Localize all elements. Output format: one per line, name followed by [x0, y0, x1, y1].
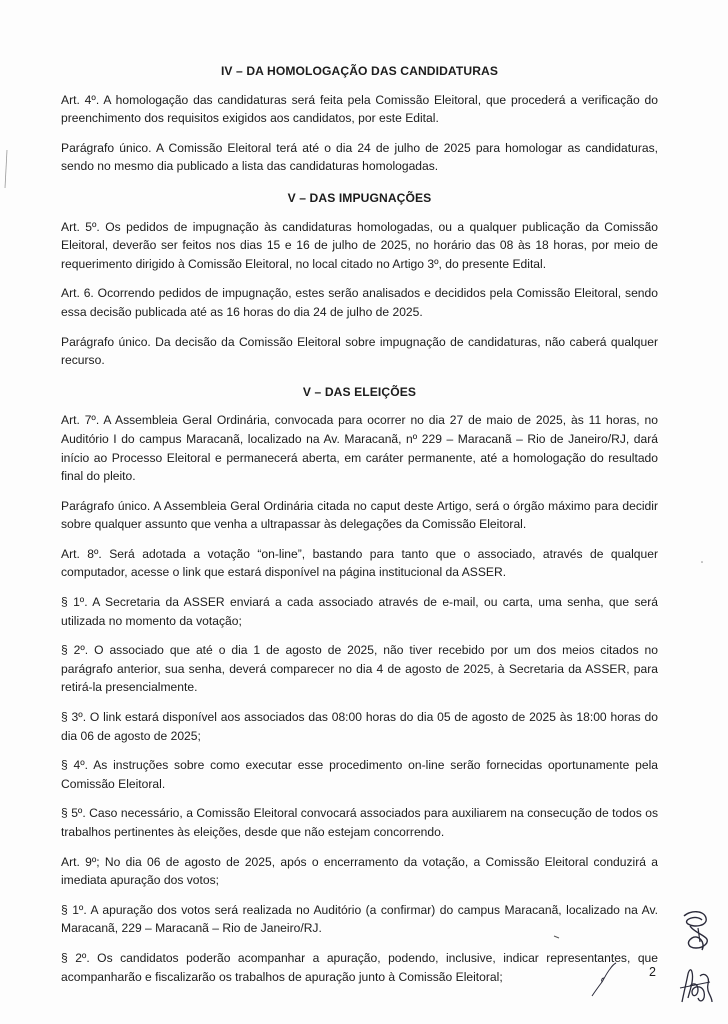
scan-edge-line	[4, 150, 10, 190]
document-body	[61, 62, 658, 997]
paragraph-unico-impugnacoes: Parágrafo único. Da decisão da Comissão Eleitoral sobre impugnação de candidaturas, não caberá qualquer recurso.	[61, 334, 658, 368]
ink-dot	[700, 560, 704, 564]
paragraph-art-8-par-2: § 2º. O associado que até o dia 1 de agosto de 2025, não tiver recebido por um dos meios citados no parágrafo anterior, sua senha, deverá comparecer no dia 4 de agosto de 2025, à Secretaria da ASSER, para retirá-la presencialmente.	[61, 643, 658, 695]
paragraph-art-5: Art. 5º. Os pedidos de impugnação às candidaturas homologadas, ou a qualquer publicação da Comissão Eleitoral, deverão ser feitos nos dias 15 e 16 de julho de 2025, no horário das 08 às 18 horas, por meio de requerimento dirigido à Comissão Eleitoral, no local citado no Artigo 3º, do presente Edital.	[61, 219, 658, 271]
paragraph-art-7: Art. 7º. A Assembleia Geral Ordinária, convocada para ocorrer no dia 27 de maio de 2025, às 11 horas, no Auditório I do campus Maracanã, localizado na Av. Maracanã, nº 229 – Maracanã – Rio de Janeiro/RJ, dará início ao Processo Eleitoral e permanecerá aberta, em caráter permanente, até a homologação do resultado final do pleito.	[61, 413, 658, 484]
signature-scribble-icon	[676, 908, 716, 956]
paragraph-unico-eleicoes: Parágrafo único. A Assembleia Geral Ordinária citada no caput deste Artigo, será o órgão máximo para decidir sobre qualquer assunto que venha a ultrapassar às delegações da Comissão Eleitoral.	[61, 498, 658, 532]
signature-tick-icon	[590, 960, 618, 1000]
paragraph-art-8-par-1: § 1º. A Secretaria da ASSER enviará a cada associado através de e-mail, ou carta, uma senha, que será utilizada no momento da votação;	[61, 595, 658, 628]
section-heading: V – DAS ELEIÇÕES	[302, 384, 417, 399]
paragraph-art-9-par-2: § 2º. Os candidatos poderão acompanhar a apuração, podendo, inclusive, indicar representantes, que acompanharão e fiscalizarão os trabalhos de apuração junto à Comissão Eleitoral;	[61, 950, 658, 984]
section-homologacao	[61, 62, 658, 176]
section-heading: IV – DA HOMOLOGAÇÃO DAS CANDIDATURAS	[220, 64, 499, 78]
paragraph-unico-homologacao: Parágrafo único. A Comissão Eleitoral terá até o dia 24 de julho de 2025 para homologar as candidaturas, sendo no mesmo dia publicado a lista das candidaturas homologadas.	[61, 140, 658, 174]
paragraph-art-8-par-4: § 4º. As instruções sobre como executar esse procedimento on-line serão fornecidas oportunamente pela Comissão Eleitoral.	[61, 758, 658, 791]
paragraph-art-8-par-3: § 3º. O link estará disponível aos associados das 08:00 horas do dia 05 de agosto de 2025 às 18:00 horas do dia 06 de agosto de 2025;	[61, 710, 658, 743]
paragraph-art-6: Art. 6. Ocorrendo pedidos de impugnação, estes serão analisados e decididos pela Comissão Eleitoral, sendo essa decisão publicada até as 16 horas do dia 24 de julho de 2025.	[61, 286, 658, 319]
section-eleicoes	[61, 383, 658, 986]
paragraph-art-8: Art. 8º. Será adotada a votação “on-line”, bastando para tanto que o associado, através de qualquer computador, acesse o link que estará disponível na página institucional da ASSER.	[61, 546, 658, 580]
page-number: 2	[649, 965, 656, 979]
paragraph-art-9: Art. 9º; No dia 06 de agosto de 2025, após o encerramento da votação, a Comissão Eleitoral conduzirá a imediata apuração dos votos;	[61, 854, 658, 888]
paragraph-art-4: Art. 4º. A homologação das candidaturas será feita pela Comissão Eleitoral, que procederá a verificação do preenchimento dos requisitos exigidos aos candidatos, por este Edital.	[61, 92, 658, 126]
pen-stroke-mark	[553, 932, 561, 940]
paragraph-art-8-par-5: § 5º. Caso necessário, a Comissão Eleitoral convocará associados para auxiliarem na consecução de todos os trabalhos pertinentes às eleições, desde que não estejam concorrendo.	[61, 806, 658, 839]
paragraph-art-9-par-1: § 1º. A apuração dos votos será realizada no Auditório (a confirmar) do campus Maracanã, localizado na Av. Maracanã, 229 – Maracanã – Rio de Janeiro/RJ.	[61, 902, 658, 936]
section-heading: V – DAS IMPUGNAÇÕES	[287, 190, 432, 205]
initials-scribble-icon	[676, 962, 716, 1010]
section-impugnacoes	[61, 189, 658, 370]
